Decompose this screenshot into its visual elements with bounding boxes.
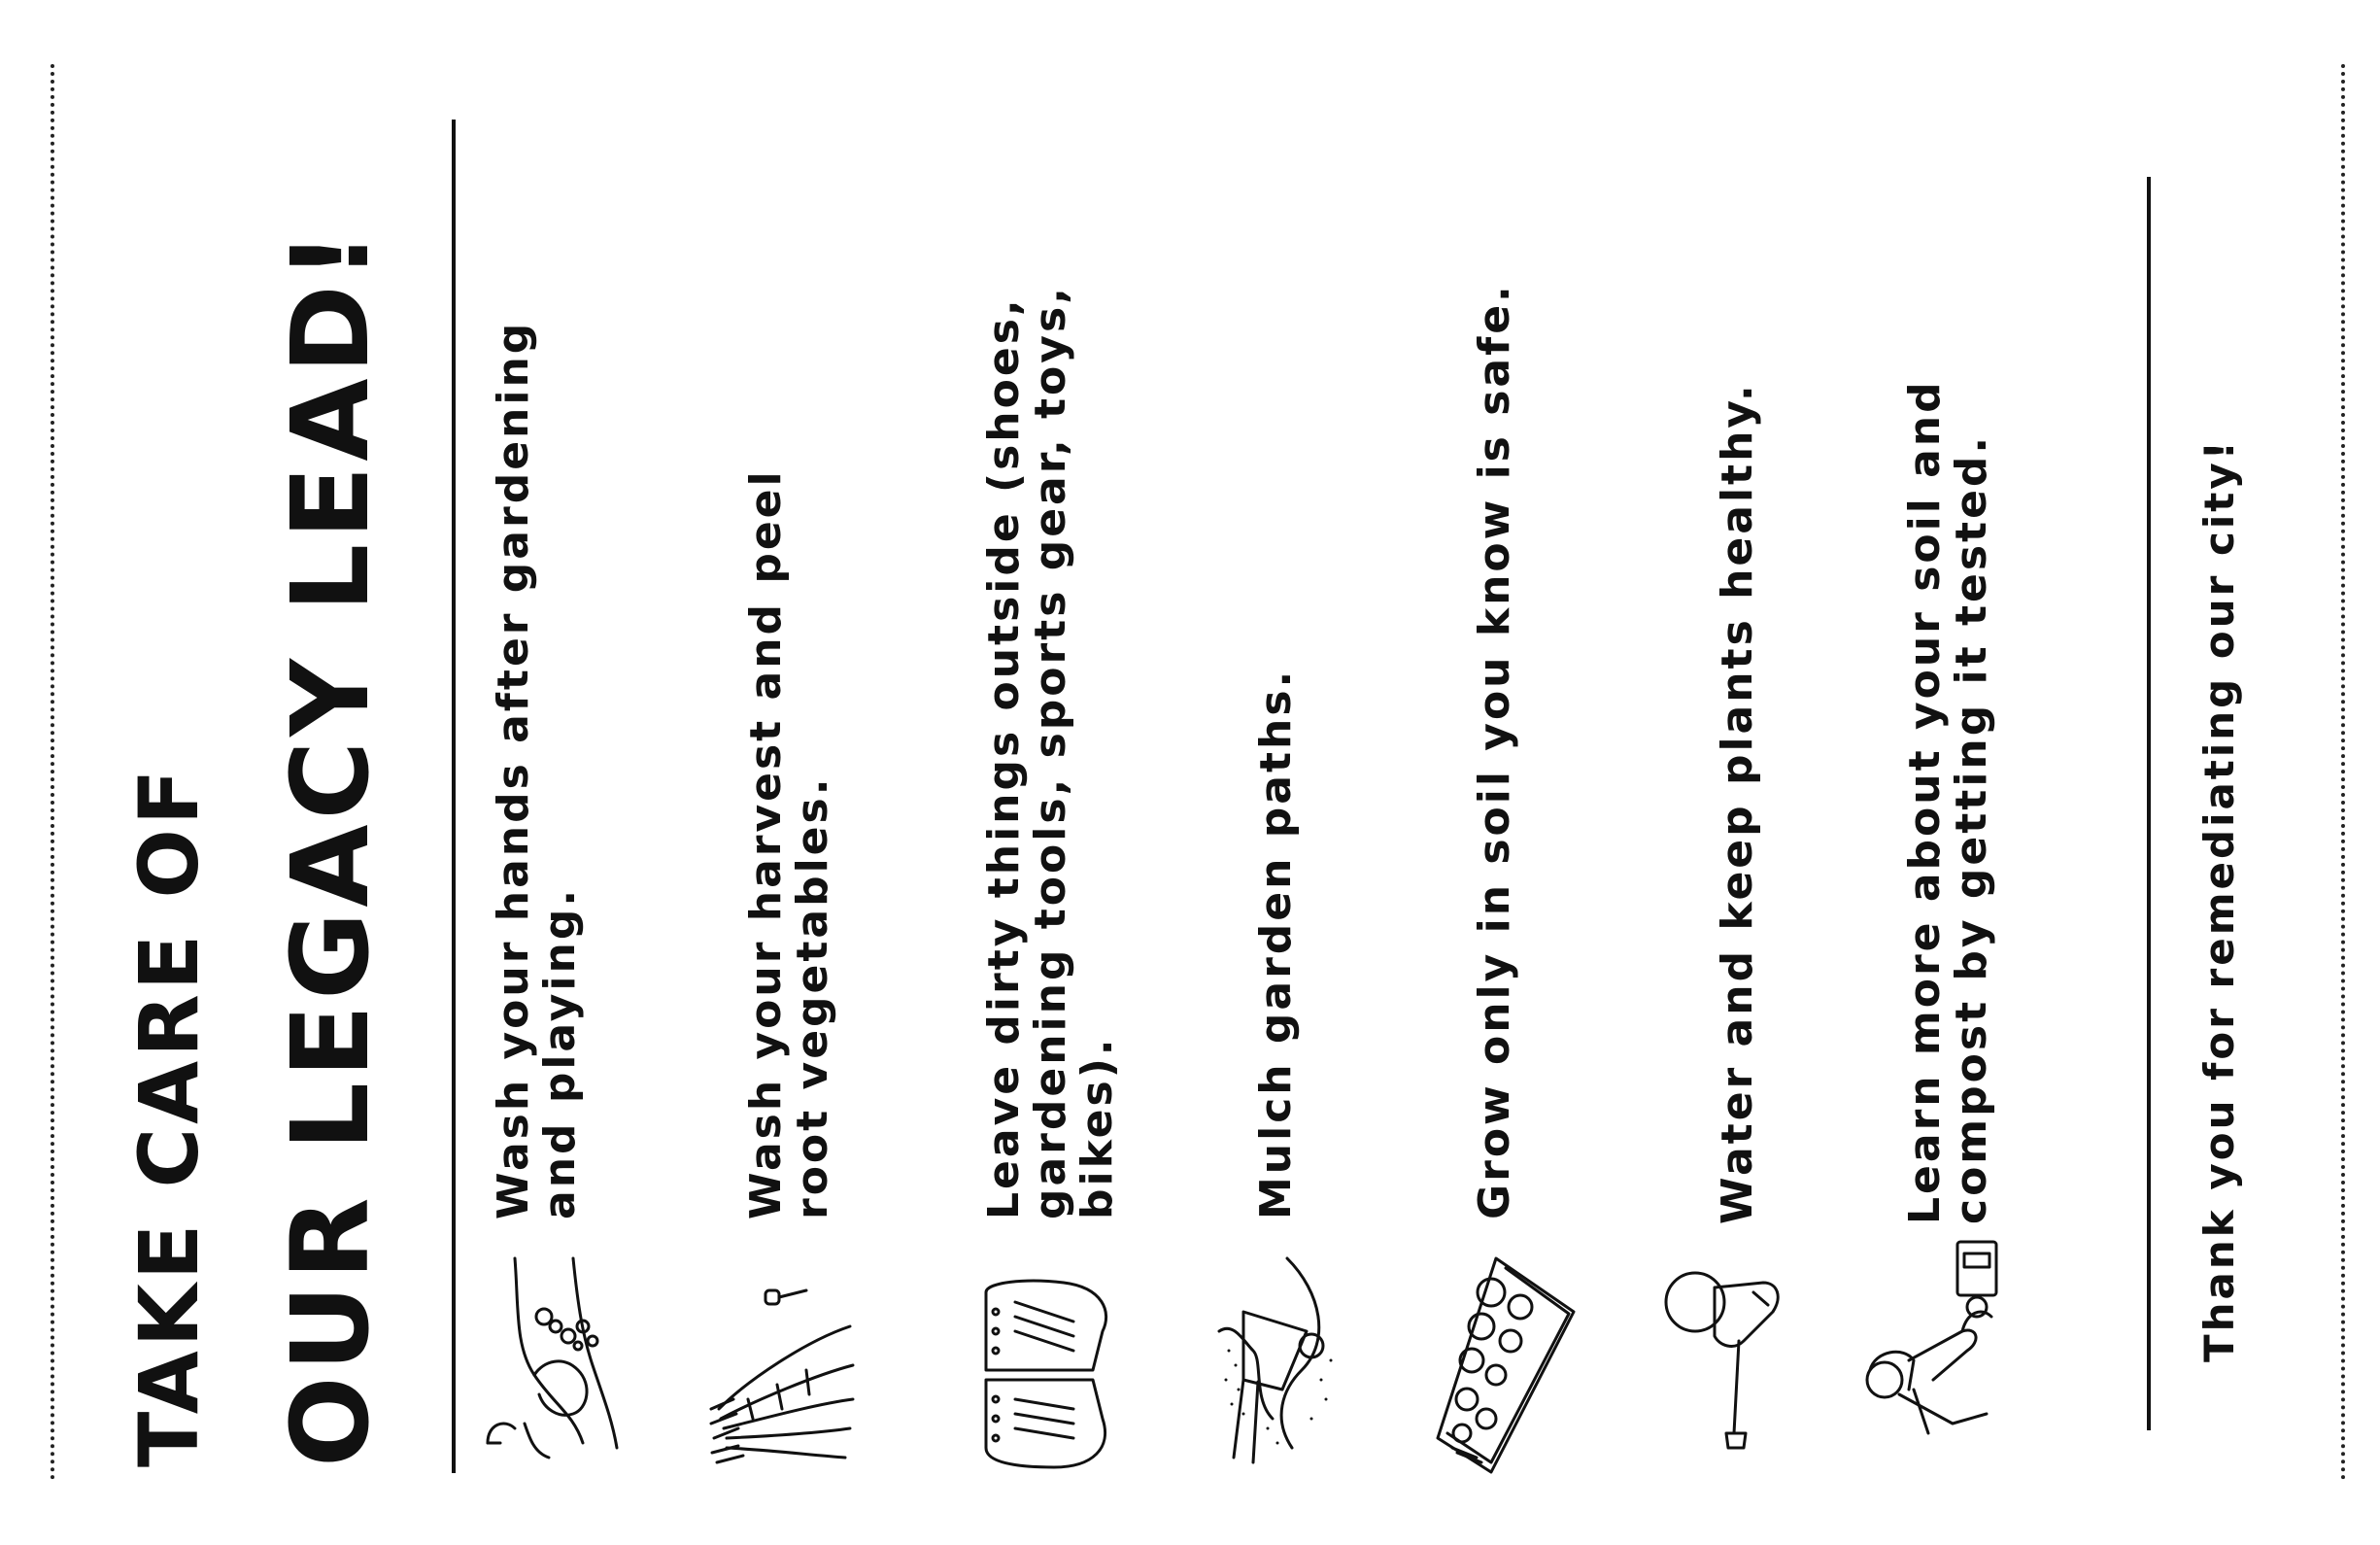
- tip-line: Leave dirty things outside (shoes,: [979, 296, 1029, 1219]
- tip-line: and playing.: [535, 886, 585, 1219]
- tip-line: Mulch garden paths.: [1251, 668, 1301, 1219]
- tip-line: Wash your harvest and peel: [741, 468, 791, 1219]
- divider-right: [2147, 177, 2151, 1430]
- title-line-2: OUR LEGACY LEAD!: [268, 225, 392, 1467]
- tip-text-water: [1715, 382, 1761, 1224]
- handwashing-icon: [486, 1249, 631, 1472]
- tip-text-soil-test: [1902, 379, 1995, 1224]
- tip-text-grow-safe-soil: [1472, 283, 1518, 1219]
- tip-line: Wash your hands after gardening: [489, 320, 538, 1219]
- tip-text-dirty-things: [981, 285, 1121, 1219]
- tip-line: root vegetables.: [788, 775, 837, 1219]
- thank-you-text: Thank you for remediating our city!: [2195, 438, 2243, 1362]
- tip-line: gardening tools, sports gear, toys,: [1026, 285, 1075, 1219]
- perforation-right: [2341, 64, 2345, 1481]
- tip-text-harvest: [743, 468, 836, 1219]
- perforation-left: [51, 64, 54, 1481]
- tip-line: compost by getting it tested.: [1947, 433, 1996, 1224]
- boots-icon: [967, 1263, 1112, 1487]
- tip-text-mulch: [1253, 669, 1300, 1219]
- tip-line: Learn more about your soil and: [1900, 379, 1950, 1224]
- wheelbarrow-mulch-icon: [1214, 1253, 1360, 1477]
- divider-left: [452, 120, 456, 1473]
- tip-text-hands: [491, 321, 584, 1219]
- tip-line: bikes).: [1072, 1036, 1122, 1219]
- title-line-1: TAKE CARE OF: [121, 765, 217, 1467]
- watering-can-icon: [1656, 1258, 1802, 1482]
- soil-test-icon: [1855, 1234, 2001, 1458]
- carrots-peeler-icon: [709, 1283, 855, 1506]
- raised-bed-icon: [1433, 1253, 1579, 1477]
- tip-line: Grow only in soil you know is safe.: [1470, 283, 1519, 1219]
- tip-line: Water and keep plants healthy.: [1713, 382, 1762, 1224]
